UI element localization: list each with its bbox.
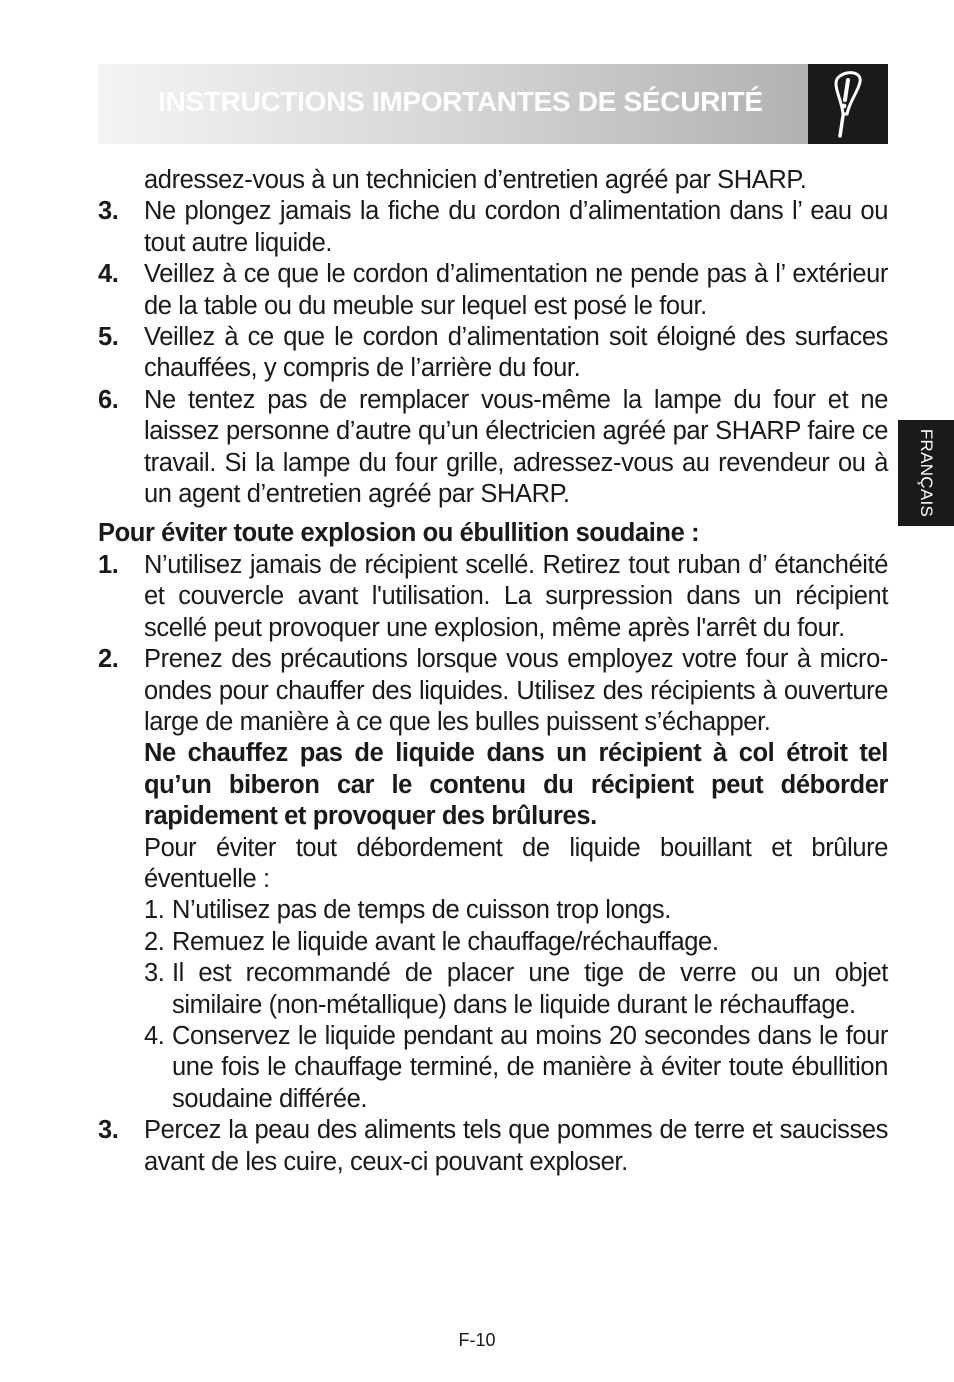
list-item [98,322,888,385]
page-content [98,165,888,1178]
item-number: 1. [98,550,119,579]
language-tab-label: FRANÇAIS [917,428,936,518]
sub-list-item [144,927,888,958]
header-icon-box [808,64,888,144]
section-title: Pour éviter toute explosion ou ébullition soudaine : [98,519,700,548]
continuation-text: adressez-vous à un technicien d’entretien agréé par SHARP. [144,166,807,194]
item-number: 6. [98,385,119,414]
warning-exclamation-icon [826,70,870,138]
sub-item-number: 1. [144,896,165,925]
list-item [98,385,888,511]
item-text: Prenez des précautions lorsque vous employez votre four à micro-ondes pour chauffer des liquides. Utilisez des récipients à ouverture large de manière à ce que les bulles puissent s’échapper. [144,645,888,736]
item-number: 4. [98,260,119,289]
warning-text: Ne chauffez pas de liquide dans un récipient à col étroit tel qu’un biberon car le contenu du récipient peut déborder rapidement et provoquer des brûlures. [144,739,888,831]
item-text: Ne tentez pas de remplacer vous-même la lampe du four et ne laissez personne d’autre qu’un électricien agréé par SHARP faire ce travail. Si la lampe du four grille, adressez-vous au revendeur ou à un agent d’entretien agréé par SHARP. [144,385,888,509]
language-tab [898,420,954,526]
item-number: 3. [98,197,119,226]
item-number: 3. [98,1116,119,1145]
sub-item-number: 2. [144,927,165,956]
sub-item-text: N’utilisez pas de temps de cuisson trop longs. [172,896,671,925]
sub-list-item [144,895,888,926]
sub-item-text: Conservez le liquide pendant au moins 20 secondes dans le four une fois le chauffage terminé, de manière à éviter toute ébullition soudaine différée. [172,1021,888,1113]
sub-item-text: Remuez le liquide avant le chauffage/réchauffage. [172,927,719,956]
list-item [98,196,888,259]
sub-list-item [144,958,888,1021]
page-number: F-10 [458,1330,496,1350]
list-item [98,1115,888,1178]
item-text: N’utilisez jamais de récipient scellé. Retirez tout ruban d’ étanchéité et couvercle avant l'utilisation. La surpression dans un récipient scellé peut provoquer une explosion, même après l'arrêt du four. [144,550,888,642]
item-text: Veillez à ce que le cordon d’alimentation ne pende pas à l’ extérieur de la table ou du meuble sur lequel est posé le four. [144,260,888,320]
item-text: Percez la peau des aliments tels que pommes de terre et saucisses avant de les cuire, ceux-ci pouvant exploser. [144,1116,888,1176]
list-item [98,550,888,644]
list-item [98,259,888,322]
item-text: Ne plongez jamais la fiche du cordon d’alimentation dans l’ eau ou tout autre liquide. [144,197,888,257]
item-text: Veillez à ce que le cordon d’alimentation soit éloigné des surfaces chauffées, y compris de l’arrière du four. [144,323,888,383]
sub-item-text: Il est recommandé de placer une tige de verre ou un objet similaire (non-métallique) dans le liquide durant le réchauffage. [172,959,888,1019]
list-item [98,644,888,1115]
sub-item-number: 3. [144,959,165,988]
sub-item-number: 4. [144,1021,165,1050]
item-number: 2. [98,645,119,674]
section-header [98,64,888,144]
item-number: 5. [98,323,119,352]
intro-text: Pour éviter tout débordement de liquide bouillant et brûlure éventuelle : [144,833,888,893]
item-body [144,644,888,1115]
header-title: INSTRUCTIONS IMPORTANTES DE SÉCURITÉ [158,86,763,117]
sub-list-item [144,1021,888,1115]
